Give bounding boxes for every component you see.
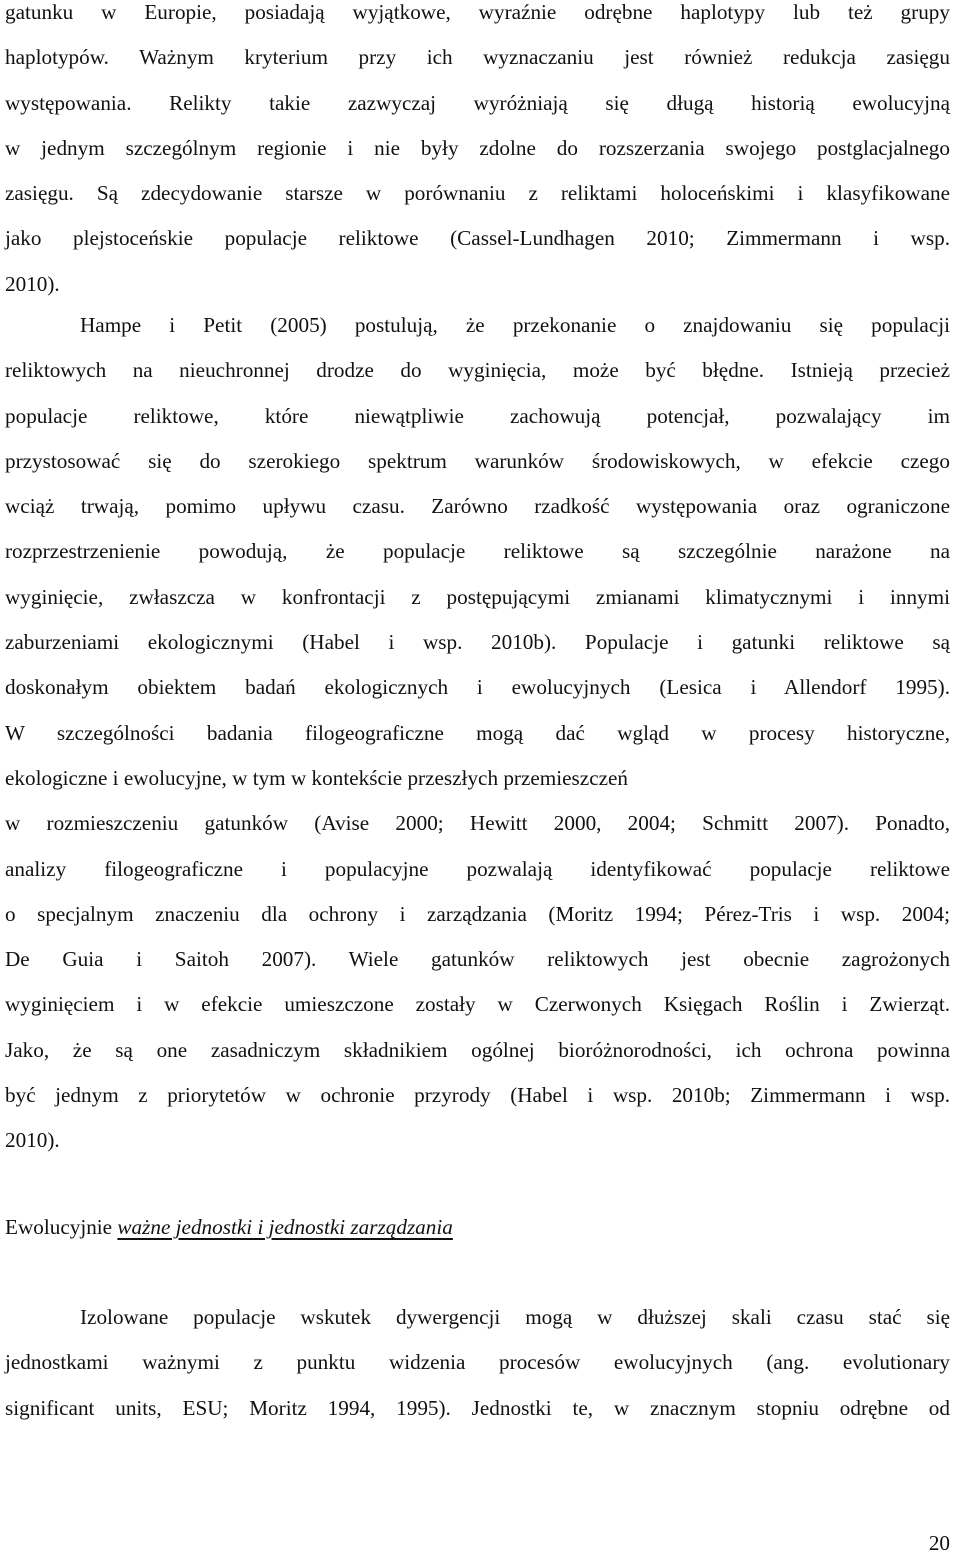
text-line: jako plejstoceńskie populacje reliktowe (Cassel-Lundhagen 2010; Zimmermann i wsp.	[5, 226, 950, 251]
text-line: zasięgu. Są zdecydowanie starsze w porównaniu z reliktami holoceńskimi i klasyfikowane	[5, 181, 950, 206]
text-line: zaburzeniami ekologicznymi (Habel i wsp. 2010b). Populacje i gatunki reliktowe są	[5, 630, 950, 655]
text-line: przystosować się do szerokiego spektrum warunków środowiskowych, w efekcie czego	[5, 448, 950, 473]
paragraph-hampe-petit	[5, 303, 950, 1164]
paragraph-esu	[5, 1295, 950, 1431]
text-line: Hampe i Petit (2005) postulują, że przekonanie o znajdowaniu się populacji	[80, 313, 950, 337]
text-line: Jako, że są one zasadniczym składnikiem ogólnej bioróżnorodności, ich ochrona powinna	[5, 1037, 950, 1062]
text-line: wyginięcie, zwłaszcza w konfrontacji z postępującymi zmianami klimatycznymi i innymi	[5, 584, 950, 609]
text-line: Izolowane populacje wskutek dywergencji mogą w dłuższej skali czasu stać się	[80, 1305, 950, 1329]
text-line: populacje reliktowe, które niewątpliwie zachowują potencjał, pozwalający im	[5, 403, 950, 428]
text-line: być jednym z priorytetów w ochronie przyrody (Habel i wsp. 2010b; Zimmermann i wsp.	[5, 1083, 950, 1108]
page-number: 20	[928, 1531, 950, 1555]
text-line: W szczególności badania filogeograficzne mogą dać wgląd w procesy historyczne,	[5, 720, 950, 745]
text-line: o specjalnym znaczeniu dla ochrony i zarządzania (Moritz 1994; Pérez-Tris i wsp. 2004;	[5, 901, 950, 926]
heading-plain-text: Ewolucyjnie	[5, 1215, 118, 1239]
text-line: doskonałym obiektem badań ekologicznych i ewolucyjnych (Lesica i Allendorf 1995).	[5, 675, 950, 700]
text-line: haplotypów. Ważnym kryterium przy ich wyznaczaniu jest również redukcja zasięgu	[5, 45, 950, 70]
text-line: jednostkami ważnymi z punktu widzenia procesów ewolucyjnych (ang. evolutionary	[5, 1350, 950, 1375]
section-heading	[5, 1207, 453, 1247]
text-line: występowania. Relikty takie zazwyczaj wyróżniają się długą historią ewolucyjną	[5, 90, 950, 115]
text-line: wyginięciem i w efekcie umieszczone zostały w Czerwonych Księgach Roślin i Zwierząt.	[5, 992, 950, 1017]
text-line: 2010).	[5, 271, 60, 296]
paragraph-relicts-intro	[5, 0, 950, 307]
text-line: w rozmieszczeniu gatunków (Avise 2000; Hewitt 2000, 2004; Schmitt 2007). Ponadto,	[5, 811, 950, 836]
text-line: De Guia i Saitoh 2007). Wiele gatunków reliktowych jest obecnie zagrożonych	[5, 947, 950, 972]
text-line: gatunku w Europie, posiadają wyjątkowe, wyraźnie odrębne haplotypy lub też grupy	[5, 0, 950, 24]
text-line: 2010).	[5, 1128, 60, 1153]
text-line: analizy filogeograficzne i populacyjne pozwalają identyfikować populacje reliktowe	[5, 856, 950, 881]
text-line: w jednym szczególnym regionie i nie były zdolne do rozszerzania swojego postglacjalnego	[5, 135, 950, 160]
heading-italic-text: ważne jednostki i jednostki zarządzania	[117, 1215, 453, 1239]
text-line: significant units, ESU; Moritz 1994, 1995). Jednostki te, w znacznym stopniu odrębne od	[5, 1395, 950, 1420]
text-line: reliktowych na nieuchronnej drodze do wyginięcia, może być błędne. Istnieją przecież	[5, 358, 950, 383]
text-line: rozprzestrzenienie powodują, że populacje reliktowe są szczególnie narażone na	[5, 539, 950, 564]
text-line: ekologiczne i ewolucyjne, w tym w kontekście przeszłych przemieszczeń	[5, 765, 629, 790]
text-line: wciąż trwają, pomimo upływu czasu. Zarówno rzadkość występowania oraz ograniczone	[5, 494, 950, 519]
